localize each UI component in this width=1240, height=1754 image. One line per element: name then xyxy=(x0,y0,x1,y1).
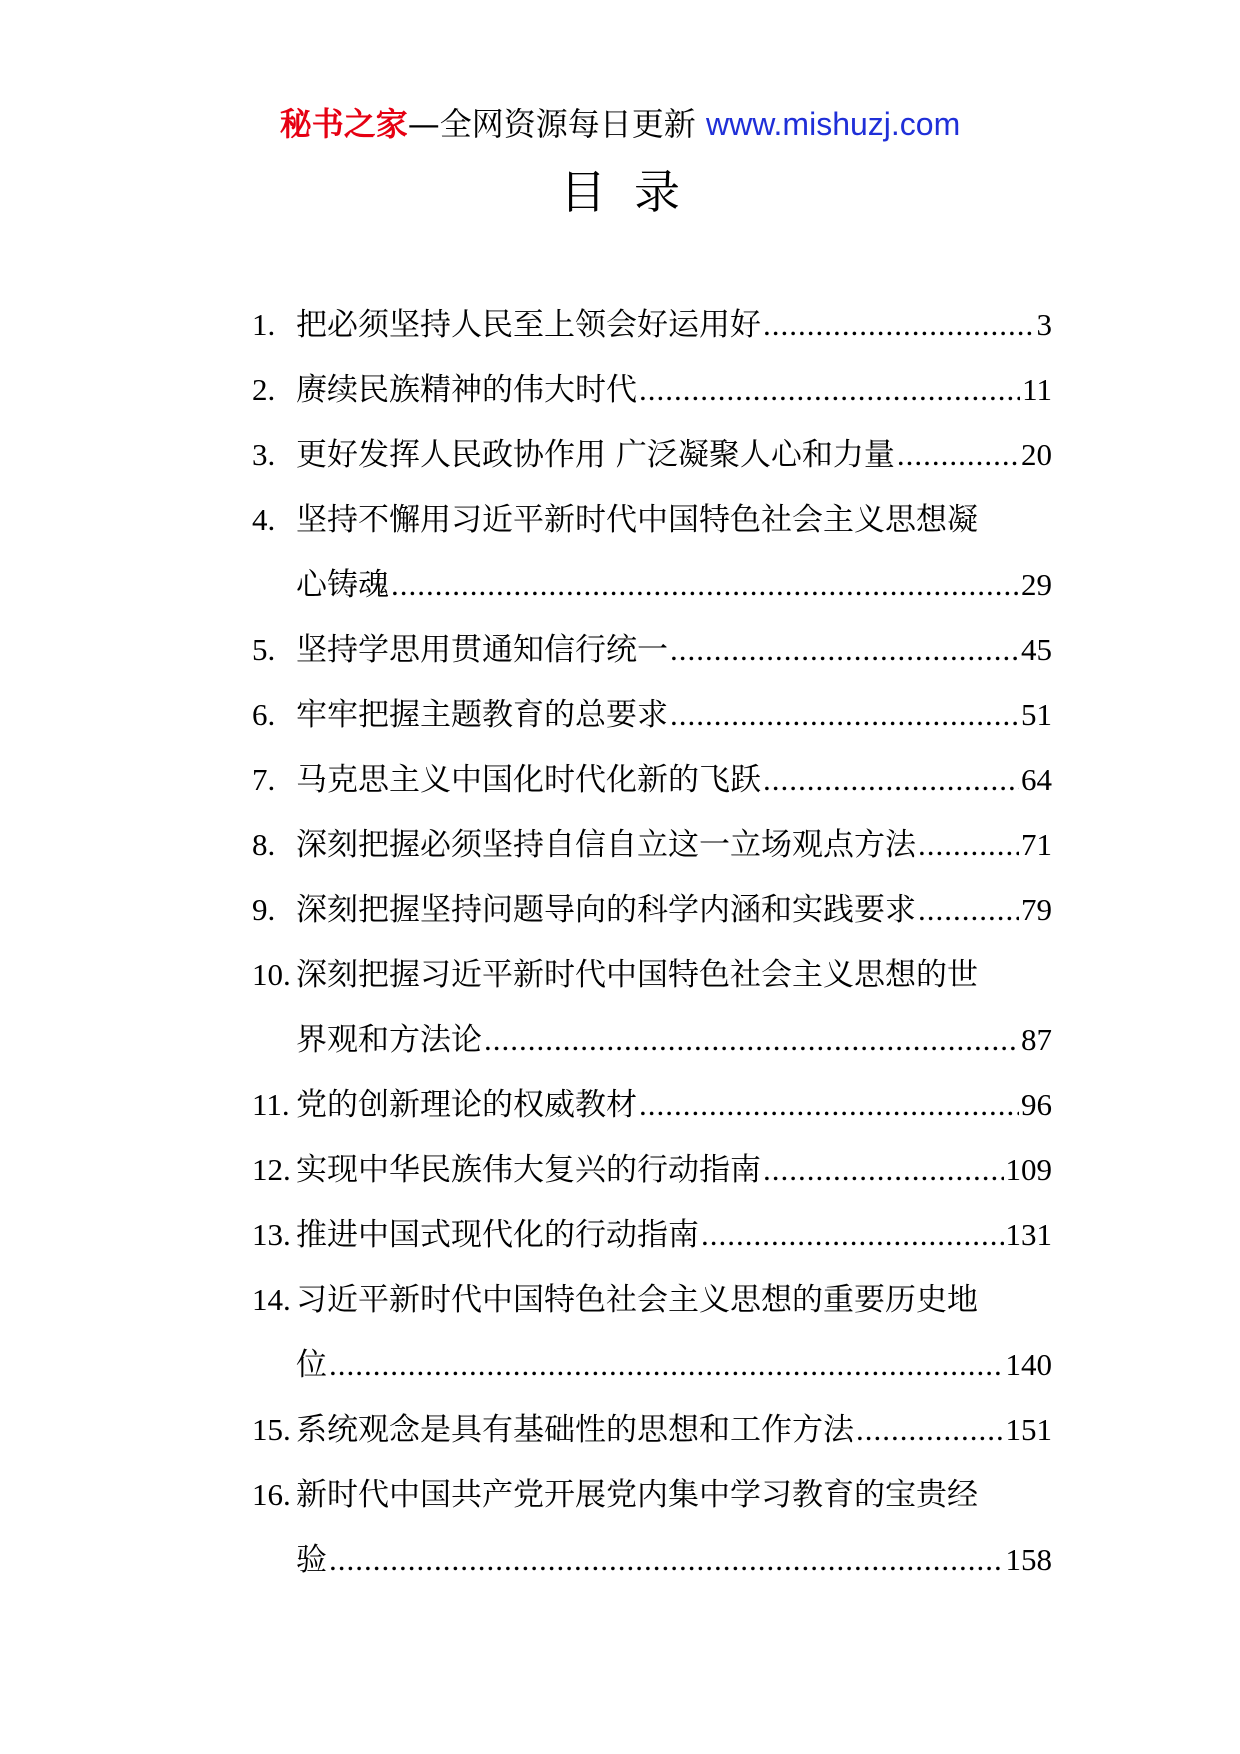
toc-entry-title: 更好发挥人民政协作用 广泛凝聚人心和力量 xyxy=(296,437,895,473)
toc-entry-first-line xyxy=(252,1462,1052,1527)
brand-name: 秘书之家 xyxy=(279,105,408,143)
toc-entry-number: 2. xyxy=(252,372,276,407)
toc-entry-page-number: 158 xyxy=(1005,1542,1052,1577)
toc-entry-first-line xyxy=(252,487,1052,552)
toc-entry-first-line xyxy=(252,1202,1052,1267)
toc-entry-page-number: 29 xyxy=(1021,567,1052,602)
toc-entry-title: 把必须坚持人民至上领会好运用好 xyxy=(296,307,761,343)
toc-entry-title: 位 xyxy=(296,1347,327,1383)
toc-entry-number: 9. xyxy=(252,892,276,927)
toc-entry-first-line xyxy=(252,1397,1052,1462)
site-url-link[interactable]: www.mishuzj.com xyxy=(705,106,961,142)
toc-entry-title: 马克思主义中国化时代化新的飞跃 xyxy=(296,762,761,798)
toc-entry-number: 1. xyxy=(252,307,276,342)
toc-dot-leader xyxy=(639,1072,1019,1137)
toc-dot-leader xyxy=(763,292,1035,357)
toc-entry-number: 5. xyxy=(252,632,276,667)
toc-dot-leader xyxy=(484,1007,1019,1072)
toc-entry[interactable] xyxy=(252,942,1052,1072)
toc-entry[interactable] xyxy=(252,1462,1052,1592)
toc-entry-number: 12. xyxy=(252,1152,291,1187)
toc-entry-number: 7. xyxy=(252,762,276,797)
toc-entry-page-number: 131 xyxy=(1005,1217,1052,1252)
toc-entry[interactable] xyxy=(252,1072,1052,1137)
toc-entry[interactable] xyxy=(252,1267,1052,1397)
toc-dot-leader xyxy=(639,357,1020,422)
toc-entry-number: 6. xyxy=(252,697,276,732)
toc-dot-leader xyxy=(897,422,1019,487)
toc-entry-first-line xyxy=(252,422,1052,487)
toc-dot-leader xyxy=(329,1332,1004,1397)
toc-entry-title: 深刻把握坚持问题导向的科学内涵和实践要求 xyxy=(296,892,916,928)
toc-dot-leader xyxy=(670,617,1019,682)
toc-entry-number: 3. xyxy=(252,437,276,472)
toc-entry-title: 坚持不懈用习近平新时代中国特色社会主义思想凝 xyxy=(296,502,978,538)
toc-entry-number: 11. xyxy=(252,1087,290,1122)
toc-entry-title: 深刻把握必须坚持自信自立这一立场观点方法 xyxy=(296,827,916,863)
toc-entry-first-line xyxy=(252,877,1052,942)
toc-entry[interactable] xyxy=(252,487,1052,617)
toc-entry-continuation-line xyxy=(252,1332,1052,1397)
toc-entry-continuation-line xyxy=(252,1527,1052,1592)
toc-entry[interactable] xyxy=(252,292,1052,357)
toc-entry-title: 党的创新理论的权威教材 xyxy=(296,1087,637,1123)
toc-entry-title: 深刻把握习近平新时代中国特色社会主义思想的世 xyxy=(296,957,978,993)
site-header xyxy=(0,100,1240,148)
toc-entry-first-line xyxy=(252,812,1052,877)
toc-entry[interactable] xyxy=(252,1202,1052,1267)
toc-entry[interactable] xyxy=(252,1397,1052,1462)
toc-entry-first-line xyxy=(252,292,1052,357)
toc-entry-first-line xyxy=(252,942,1052,1007)
toc-dot-leader xyxy=(918,877,1019,942)
toc-entry-title: 验 xyxy=(296,1542,327,1578)
toc-entry-page-number: 45 xyxy=(1021,632,1052,667)
toc-dot-leader xyxy=(763,747,1019,812)
toc-dot-leader xyxy=(763,1137,1004,1202)
toc-entry[interactable] xyxy=(252,1137,1052,1202)
toc-entry-title: 习近平新时代中国特色社会主义思想的重要历史地 xyxy=(296,1282,978,1318)
toc-entry[interactable] xyxy=(252,747,1052,812)
toc-entry-first-line xyxy=(252,1267,1052,1332)
toc-entry-first-line xyxy=(252,747,1052,812)
toc-entry-title: 坚持学思用贯通知信行统一 xyxy=(296,632,668,668)
toc-entry[interactable] xyxy=(252,422,1052,487)
toc-entry-page-number: 11 xyxy=(1022,372,1052,407)
toc-entry-number: 8. xyxy=(252,827,276,862)
toc-entry-number: 15. xyxy=(252,1412,291,1447)
toc-entry-number: 14. xyxy=(252,1282,291,1317)
toc-entry-continuation-line xyxy=(252,552,1052,617)
toc-entry-title: 心铸魂 xyxy=(296,567,389,603)
toc-dot-leader xyxy=(391,552,1019,617)
toc-dot-leader xyxy=(701,1202,1004,1267)
toc-entry-page-number: 87 xyxy=(1021,1022,1052,1057)
toc-entry-first-line xyxy=(252,1137,1052,1202)
toc-entry-number: 16. xyxy=(252,1477,291,1512)
toc-entry-continuation-line xyxy=(252,1007,1052,1072)
toc-entry-title: 系统观念是具有基础性的思想和工作方法 xyxy=(296,1412,854,1448)
toc-entry-title: 实现中华民族伟大复兴的行动指南 xyxy=(296,1152,761,1188)
toc-entry-first-line xyxy=(252,357,1052,422)
toc-entry-page-number: 79 xyxy=(1021,892,1052,927)
toc-dot-leader xyxy=(329,1527,1004,1592)
toc-entry-page-number: 109 xyxy=(1005,1152,1052,1187)
toc-entry-number: 10. xyxy=(252,957,291,992)
toc-entry-page-number: 140 xyxy=(1005,1347,1052,1382)
toc-entry-title: 新时代中国共产党开展党内集中学习教育的宝贵经 xyxy=(296,1477,978,1513)
toc-entry-page-number: 151 xyxy=(1005,1412,1052,1447)
toc-entry[interactable] xyxy=(252,357,1052,422)
toc-entry[interactable] xyxy=(252,812,1052,877)
toc-entry-first-line xyxy=(252,1072,1052,1137)
toc-entry-title: 界观和方法论 xyxy=(296,1022,482,1058)
toc-entry[interactable] xyxy=(252,617,1052,682)
toc-entry-title: 推进中国式现代化的行动指南 xyxy=(296,1217,699,1253)
header-slogan: —全网资源每日更新 xyxy=(407,105,706,143)
toc-dot-leader xyxy=(918,812,1019,877)
toc-entry-page-number: 3 xyxy=(1036,307,1052,342)
page-title: 目录 xyxy=(560,165,708,219)
toc-entry-title: 牢牢把握主题教育的总要求 xyxy=(296,697,668,733)
toc-dot-leader xyxy=(856,1397,1004,1462)
toc-entry-page-number: 96 xyxy=(1021,1087,1052,1122)
toc-entry-first-line xyxy=(252,682,1052,747)
toc-entry-page-number: 64 xyxy=(1021,762,1052,797)
toc-entry[interactable] xyxy=(252,877,1052,942)
toc-entry-first-line xyxy=(252,617,1052,682)
toc-entry-title: 赓续民族精神的伟大时代 xyxy=(296,372,637,408)
toc-entry[interactable] xyxy=(252,682,1052,747)
table-of-contents xyxy=(252,292,1052,1592)
toc-entry-number: 4. xyxy=(252,502,276,537)
toc-dot-leader xyxy=(670,682,1019,747)
toc-entry-page-number: 71 xyxy=(1021,827,1052,862)
toc-entry-page-number: 51 xyxy=(1021,697,1052,732)
toc-entry-number: 13. xyxy=(252,1217,291,1252)
toc-entry-page-number: 20 xyxy=(1021,437,1052,472)
